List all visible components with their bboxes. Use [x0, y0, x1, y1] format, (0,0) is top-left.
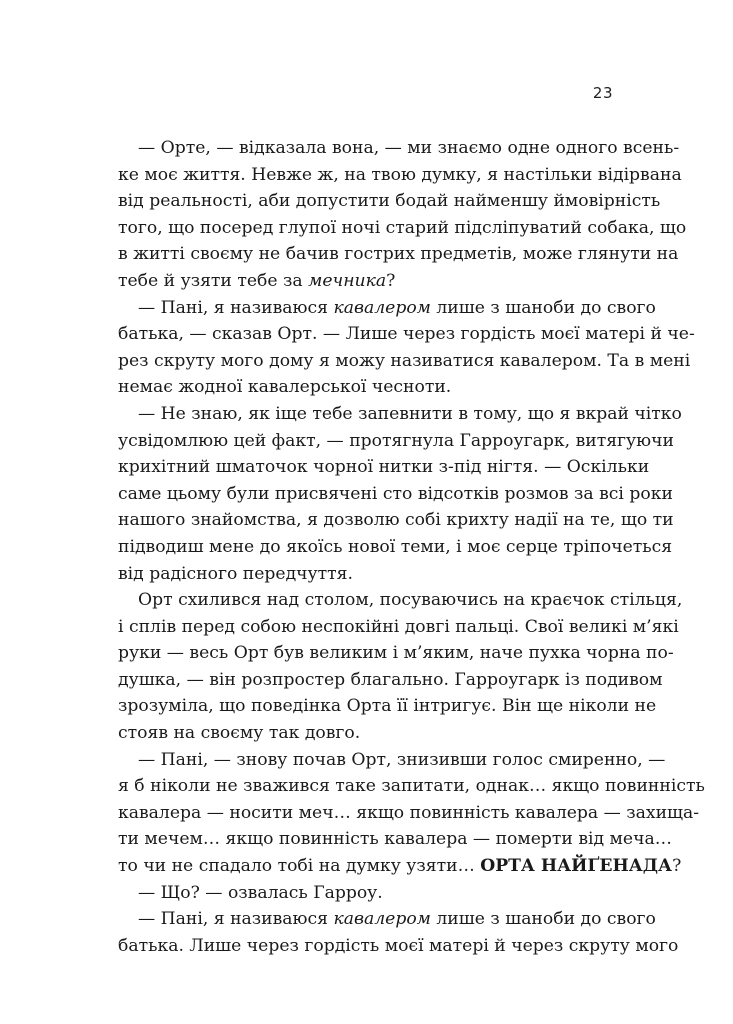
text-run: рез скруту мого дому я можу називатися кавалером. Та в мені [118, 350, 691, 371]
text-run: — Що? — озвалась Гарроу. [138, 882, 383, 903]
text-line [118, 747, 666, 774]
text-line [118, 773, 705, 800]
text-run: я б ніколи не зважився таке запитати, однак… якщо повинність [118, 776, 705, 797]
text-run: того, що посеред глупої ночі старий підсліпуватий собака, що [118, 217, 687, 238]
text-run: — Пані, — знову почав Орт, знизивши голос смиренно, — [138, 749, 666, 770]
italic-text: кавалером [333, 909, 431, 930]
text-line [118, 693, 657, 720]
text-run: крихітний шматочок чорної нитки з-під нігтя. — Оскільки [118, 457, 650, 478]
text-run: усвідомлюю цей факт, — протягнула Гарроугарк, витягуючи [118, 430, 674, 451]
text-run: підводиш мене до якоїсь нової теми, і моє серце тріпочеться [118, 536, 673, 557]
text-line [118, 933, 679, 960]
text-run: то чи не спадало тобі на думку узяти… [118, 856, 481, 877]
text-run: стояв на своєму так довго. [118, 723, 361, 744]
text-run: — Пані, я називаюся [138, 909, 334, 930]
text-line [118, 401, 682, 428]
text-run: зрозуміла, що поведінка Орта її інтригує. Він ще ніколи не [118, 696, 657, 717]
text-line [118, 534, 673, 561]
page-number: 23 [592, 84, 613, 102]
text-line [118, 162, 682, 189]
text-run: лише з шаноби до свого [430, 909, 656, 930]
body-text [118, 135, 705, 959]
bold-text: ОРТА НАЙҐЕНАДА [480, 856, 673, 877]
text-run: батька. Лише через гордість моєї матері й через скруту мого [118, 935, 679, 956]
text-run: від реальності, аби допустити бодай найменшу ймовірність [118, 191, 661, 212]
text-run: ? [386, 270, 396, 291]
text-line [118, 135, 680, 162]
text-line [118, 188, 661, 215]
text-line [118, 321, 695, 348]
text-line [118, 826, 672, 853]
text-run: лише з шаноби до свого [430, 297, 656, 318]
text-line [118, 906, 656, 933]
text-run: Орт схилився над столом, посуваючись на краєчок стільця, [138, 590, 683, 611]
text-line [118, 853, 682, 880]
text-run: немає жодної кавалерської чесноти. [118, 377, 452, 398]
text-line [118, 640, 674, 667]
text-line [118, 720, 614, 747]
text-line [118, 428, 674, 455]
text-line [118, 268, 614, 295]
text-run: тебе й узяти тебе за [118, 270, 309, 291]
text-line [118, 348, 691, 375]
text-line [118, 561, 614, 588]
text-run: руки — весь Орт був великим і м’яким, наче пухка чорна по- [118, 643, 674, 664]
text-run: ти мечем… якщо повинність кавалера — померти від меча… [118, 829, 672, 850]
text-run: — Не знаю, як іще тебе запевнити в тому, що я вкрай чітко [138, 403, 682, 424]
text-line [118, 587, 683, 614]
text-run: і сплів перед собою неспокійні довгі пальці. Свої великі м’які [118, 616, 679, 637]
text-run: кавалера — носити меч… якщо повинність кавалера — захища- [118, 802, 700, 823]
text-line [118, 507, 674, 534]
text-line [118, 454, 650, 481]
text-run: ке моє життя. Невже ж, на твою думку, я настільки відірвана [118, 164, 682, 185]
text-line [118, 374, 614, 401]
text-line [118, 481, 673, 508]
text-line [118, 800, 700, 827]
text-run: — Пані, я називаюся [138, 297, 334, 318]
text-run: в житті своєму не бачив гострих предметів, може глянути на [118, 244, 679, 265]
text-line [118, 614, 679, 641]
text-line [118, 295, 656, 322]
italic-text: кавалером [333, 297, 431, 318]
text-run: батька, — сказав Орт. — Лише через гордість моєї матері й че- [118, 324, 695, 345]
text-line [118, 880, 614, 907]
text-run: душка, — він розпростер благально. Гарроугарк із подивом [118, 669, 663, 690]
text-run: саме цьому були присвячені сто відсотків розмов за всі роки [118, 483, 673, 504]
text-run: нашого знайомства, я дозволю собі крихту надії на те, що ти [118, 510, 674, 531]
text-run: ? [672, 856, 682, 877]
italic-text: мечника [308, 270, 387, 291]
text-line [118, 667, 663, 694]
text-run: — Орте, — відказала вона, — ми знаємо одне одного всень- [138, 138, 680, 158]
text-line [118, 215, 687, 242]
text-line [118, 241, 679, 268]
text-run: від радісного передчуття. [118, 563, 353, 584]
